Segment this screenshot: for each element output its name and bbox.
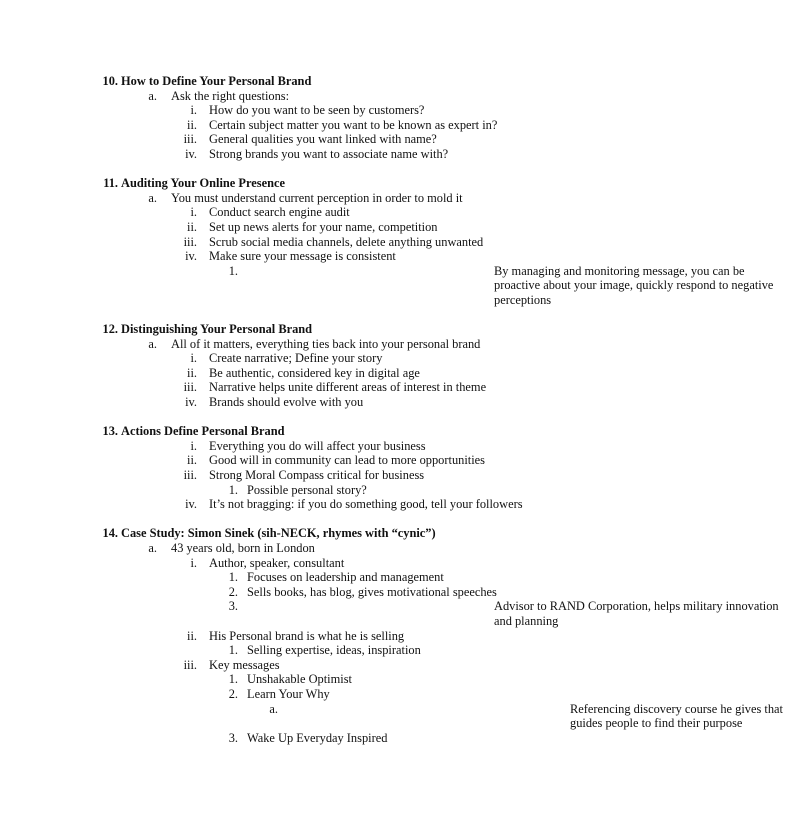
item-marker: iv.: [185, 395, 197, 410]
item-text: Scrub social media channels, delete anything unwanted: [209, 234, 484, 249]
item-marker: i.: [190, 205, 197, 220]
item-text: All of it matters, everything ties back into your personal brand: [171, 336, 481, 351]
item-text: Unshakable Optimist: [247, 672, 352, 687]
heading-number: 14.: [102, 526, 118, 541]
heading-number: 13.: [102, 424, 118, 439]
item-text: Narrative helps unite different areas of interest in theme: [209, 380, 487, 395]
item-marker: ii.: [187, 117, 197, 132]
outline-item-roman: [0, 658, 638, 673]
item-marker: ii.: [187, 219, 197, 234]
item-marker: a.: [148, 541, 157, 555]
item-text: Strong Moral Compass critical for business: [209, 468, 425, 483]
heading-number: 10.: [102, 74, 118, 88]
outline-item-a: [0, 337, 638, 352]
item-text: Ask the right questions:: [171, 88, 290, 103]
item-text: Key messages: [209, 657, 280, 672]
item-marker: 1.: [228, 643, 238, 658]
item-text: How do you want to be seen by customers?: [209, 103, 425, 118]
item-text: Create narrative; Define your story: [209, 351, 383, 366]
outline-item-numbered: [0, 599, 779, 628]
item-marker: 1.: [228, 570, 238, 585]
outline-item-roman: [0, 205, 638, 220]
item-text: Good will in community can lead to more opportunities: [209, 453, 485, 468]
section-11: [0, 176, 774, 307]
item-marker: a.: [269, 701, 278, 716]
item-marker: ii.: [187, 365, 197, 380]
outline-item-roman: [0, 103, 638, 118]
outline-item-a: [0, 191, 638, 206]
item-marker: 3.: [228, 599, 238, 614]
item-text: Referencing discovery course he gives that guides people to find their purpose: [570, 701, 783, 731]
section-heading: [0, 424, 638, 439]
outline-item-a: [0, 89, 638, 104]
item-text: Brands should evolve with you: [209, 395, 364, 410]
item-text: Wake Up Everyday Inspired: [247, 730, 388, 745]
item-marker: a.: [148, 88, 157, 103]
outline-item-roman: [0, 453, 638, 468]
item-marker: ii.: [187, 453, 197, 468]
item-marker: iv.: [185, 146, 197, 161]
item-text: Advisor to RAND Corporation, helps military innovation and planning: [494, 599, 779, 628]
heading-title: Case Study: Simon Sinek (sih-NECK, rhymes with “cynic”): [121, 526, 436, 541]
section-heading: [0, 176, 638, 191]
outline-item-roman: [0, 468, 638, 483]
item-marker: 1.: [228, 263, 238, 278]
item-text: Learn Your Why: [247, 686, 330, 701]
outline-item-roman: [0, 556, 638, 571]
outline-item-a: [0, 541, 638, 556]
outline-item-roman: [0, 497, 638, 512]
item-marker: iv.: [185, 249, 197, 264]
outline-item-numbered: [0, 643, 638, 658]
outline-item-roman: [0, 147, 638, 162]
section-heading: [0, 322, 638, 337]
item-marker: iv.: [185, 497, 197, 512]
outline-item-roman: [0, 118, 638, 133]
outline-item-roman: [0, 439, 638, 454]
heading-title: How to Define Your Personal Brand: [121, 74, 312, 88]
outline-item-roman: [0, 366, 638, 381]
outline-item-roman: [0, 395, 638, 410]
outline-item-numbered: [0, 483, 638, 498]
item-marker: 2.: [228, 584, 238, 599]
item-text: It’s not bragging: if you do something good, tell your followers: [209, 497, 523, 512]
item-text: Certain subject matter you want to be known as expert in?: [209, 117, 498, 132]
section-13: [0, 424, 638, 512]
outline-item-numbered: [0, 672, 638, 687]
outline-item-roman: [0, 249, 638, 264]
outline-item-roman: [0, 132, 638, 147]
heading-title: Actions Define Personal Brand: [121, 424, 285, 439]
section-14: [0, 526, 783, 745]
outline-item-roman: [0, 351, 638, 366]
item-marker: 3.: [228, 730, 238, 745]
item-marker: 2.: [228, 686, 238, 701]
section-heading: [0, 526, 638, 541]
item-marker: a.: [148, 336, 157, 351]
item-text: Author, speaker, consultant: [209, 555, 345, 570]
heading-number: 11.: [103, 176, 118, 191]
item-text: Make sure your message is consistent: [209, 249, 396, 264]
item-marker: 1.: [228, 672, 238, 687]
section-heading: [0, 74, 638, 89]
item-text: Strong brands you want to associate name with?: [209, 146, 449, 161]
item-marker: iii.: [183, 468, 197, 483]
outline-content: [0, 74, 783, 760]
section-12: [0, 322, 638, 410]
item-text: 43 years old, born in London: [171, 541, 315, 555]
item-text: General qualities you want linked with name?: [209, 132, 437, 147]
item-marker: i.: [190, 351, 197, 366]
item-text: Be authentic, considered key in digital age: [209, 365, 420, 380]
item-marker: a.: [148, 190, 157, 205]
outline-item-numbered: [0, 263, 774, 308]
item-marker: ii.: [187, 628, 197, 643]
item-marker: iii.: [183, 132, 197, 147]
heading-title: Distinguishing Your Personal Brand: [121, 322, 313, 337]
item-text: Focuses on leadership and management: [247, 570, 444, 585]
item-marker: i.: [190, 103, 197, 118]
section-10: [0, 74, 638, 162]
outline-item-numbered: [0, 731, 638, 746]
outline-item-roman: [0, 220, 638, 235]
item-marker: iii.: [183, 380, 197, 395]
item-text: Sells books, has blog, gives motivational speeches: [247, 584, 497, 599]
item-text: You must understand current perception in order to mold it: [171, 190, 463, 205]
item-text: Possible personal story?: [247, 482, 367, 497]
outline-item-numbered: [0, 570, 638, 585]
heading-number: 12.: [102, 322, 118, 337]
item-text: Set up news alerts for your name, competition: [209, 219, 438, 234]
outline-item-numbered: [0, 687, 638, 702]
item-marker: 1.: [228, 482, 238, 497]
item-marker: i.: [190, 438, 197, 453]
outline-item-roman: [0, 380, 638, 395]
item-text: Selling expertise, ideas, inspiration: [247, 643, 421, 658]
item-marker: iii.: [183, 657, 197, 672]
outline-item-roman: [0, 235, 638, 250]
item-text: Everything you do will affect your business: [209, 438, 426, 453]
outline-item-numbered: [0, 585, 638, 600]
item-marker: i.: [190, 555, 197, 570]
item-text: Conduct search engine audit: [209, 205, 350, 220]
outline-item-roman: [0, 629, 638, 644]
heading-title: Auditing Your Online Presence: [121, 176, 285, 191]
outline-item-lettered: [0, 701, 783, 731]
item-marker: iii.: [183, 234, 197, 249]
item-text: His Personal brand is what he is selling: [209, 628, 405, 643]
item-text: By managing and monitoring message, you can be proactive about your image, quickly respond to negative perceptions: [494, 263, 774, 307]
